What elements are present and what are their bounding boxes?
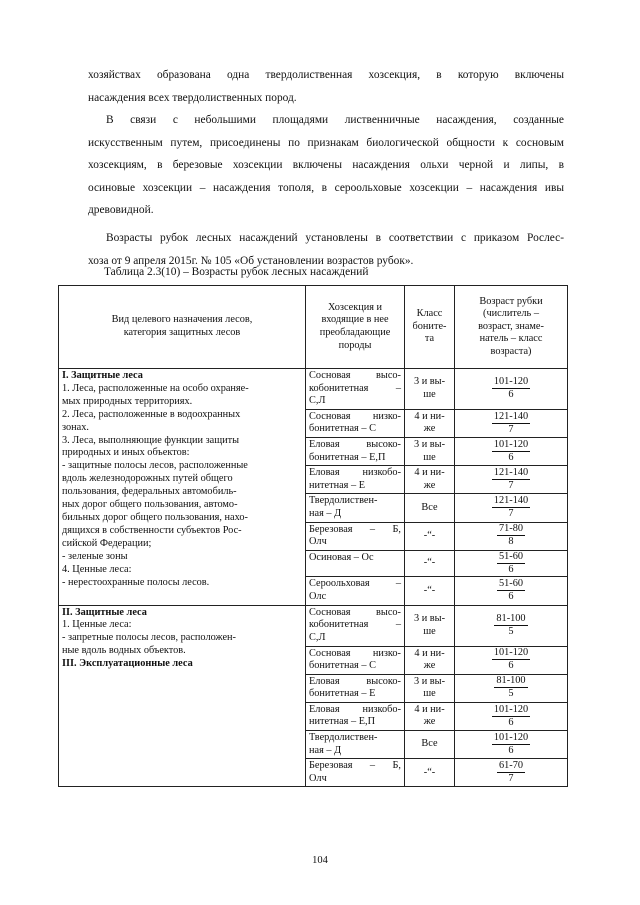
category-line: II. Защитные леса [62, 606, 147, 618]
bonitet-class-cell: 4 и ни- же [405, 409, 455, 437]
page-number: 104 [312, 855, 328, 866]
species-cell: Березовая – Б, Олч [306, 522, 405, 550]
text-line: древовидной. [88, 204, 154, 217]
age-denominator: 5 [508, 688, 514, 700]
age-numerator: 81-100 [496, 675, 526, 687]
age-denominator: 7 [508, 479, 514, 491]
species-cell: Твердолиствен- ная – Д [306, 731, 405, 759]
age-fraction [492, 647, 530, 672]
cutting-age-cell [455, 409, 568, 437]
bonitet-class-cell: 3 и вы- ше [405, 437, 455, 465]
category-line: 3. Леса, выполняющие функции защиты [62, 434, 240, 446]
age-numerator: 101-120 [493, 703, 529, 715]
bonitet-class-cell: Все [405, 731, 455, 759]
species-cell: Сосновая низко- бонитетная – С [306, 646, 405, 674]
age-numerator: 121-140 [493, 410, 529, 422]
category-line: - запретные полосы лесов, расположен- [62, 632, 236, 644]
category-line: пользования, федеральных автомобиль- [62, 486, 237, 498]
age-numerator: 81-100 [496, 612, 526, 624]
category-line: III. Эксплуатационные леса [62, 658, 193, 670]
age-denominator: 7 [508, 773, 514, 785]
category-line: сийской Федерации; [62, 537, 152, 549]
age-fraction [492, 495, 530, 520]
cutting-age-cell [455, 577, 568, 605]
age-numerator: 61-70 [498, 760, 524, 772]
category-line: - нерестоохранные полосы лесов. [62, 576, 210, 588]
category-line: I. Защитные леса [62, 370, 143, 381]
paragraph-2 [88, 109, 564, 222]
cutting-age-table [58, 285, 568, 787]
species-cell: Еловая низкобо- нитетная – Е,П [306, 702, 405, 730]
species-cell: Сосновая высо- кобонитетная – С,Л [306, 369, 405, 410]
age-denominator: 6 [508, 744, 514, 756]
age-denominator: 6 [508, 716, 514, 728]
category-line: ные вдоль водных объектов. [62, 645, 186, 657]
bonitet-class-cell: 3 и вы- ше [405, 674, 455, 702]
age-fraction [492, 411, 530, 436]
category-line: 1. Ценные леса: [62, 619, 132, 631]
cutting-age-cell [455, 605, 568, 646]
age-numerator: 101-120 [493, 376, 529, 388]
header-bonitet-class: Класс бонитe- та [405, 286, 455, 369]
age-numerator: 121-140 [493, 495, 529, 507]
category-line: 1. Леса, расположенные на особо охраняе- [62, 382, 249, 394]
species-cell: Еловая высоко- бонитетная – Е [306, 674, 405, 702]
bonitet-class-cell: 4 и ни- же [405, 646, 455, 674]
cutting-age-cell [455, 494, 568, 522]
bonitet-class-cell: 3 и вы- ше [405, 605, 455, 646]
species-cell: Еловая низкобо- нитетная – Е [306, 466, 405, 494]
cutting-age-cell [455, 646, 568, 674]
bonitet-class-cell: -“- [405, 522, 455, 550]
cutting-age-cell [455, 731, 568, 759]
category-line: дящихся в собственности субъектов Рос- [62, 524, 242, 536]
cutting-age-cell [455, 522, 568, 550]
cutting-age-cell [455, 437, 568, 465]
age-denominator: 7 [508, 508, 514, 520]
age-fraction [492, 376, 530, 401]
bonitet-class-cell: 4 и ни- же [405, 466, 455, 494]
category-line: природных и иных объектов: [62, 447, 190, 459]
header-cutting-age: Возраст рубки (числитель – возраст, знаме- натель – класс возраста) [455, 286, 568, 369]
age-fraction [492, 732, 530, 757]
cutting-age-cell [455, 759, 568, 787]
forest-category-cell [59, 369, 306, 606]
bonitet-class-cell: -“- [405, 550, 455, 577]
cutting-age-cell [455, 674, 568, 702]
age-fraction [492, 439, 530, 464]
species-cell: Осиновая – Ос [306, 550, 405, 577]
species-cell: Сосновая высо- кобонитетная – С,Л [306, 605, 405, 646]
table-caption: Таблица 2.3(10) – Возрасты рубок лесных насаждений [104, 266, 369, 278]
age-fraction [497, 578, 525, 603]
age-numerator: 101-120 [493, 438, 529, 450]
age-numerator: 121-140 [493, 466, 529, 478]
age-fraction [492, 704, 530, 729]
category-line: вдоль железнодорожных путей общего [62, 473, 233, 485]
category-line: зонах. [62, 421, 89, 433]
species-cell: Сосновая низко- бонитетная – С [306, 409, 405, 437]
bonitet-class-cell: 4 и ни- же [405, 702, 455, 730]
age-denominator: 6 [508, 389, 514, 401]
age-fraction [497, 760, 525, 785]
age-denominator: 6 [508, 563, 514, 575]
category-line: 4. Ценные леса: [62, 563, 132, 575]
cutting-age-cell [455, 466, 568, 494]
age-denominator: 6 [508, 591, 514, 603]
cutting-age-cell [455, 369, 568, 410]
text-line: В связи с небольшими площадями лиственничные насаждения, созданные [106, 114, 564, 126]
table-row [59, 369, 568, 410]
table-header-row [59, 286, 568, 369]
table-row [59, 605, 568, 646]
category-line: 2. Леса, расположенные в водоохранных [62, 408, 241, 420]
bonitet-class-cell: Все [405, 494, 455, 522]
text-line: Возрасты рубок лесных насаждений установлены в соответствии с приказом Рослес- [106, 232, 564, 244]
age-fraction [492, 467, 530, 492]
age-denominator: 8 [508, 536, 514, 548]
header-forest-type: Вид целевого назначения лесов, категория защитных лесов [59, 286, 306, 369]
category-line: ных дорог общего пользования, автомо- [62, 499, 238, 511]
bonitet-class-cell: -“- [405, 759, 455, 787]
category-line: - зеленые зоны [62, 550, 128, 562]
text-line: хоза от 9 апреля 2015г. № 105 «Об установлении возрастов рубок». [88, 254, 414, 267]
age-fraction [497, 523, 525, 548]
age-numerator: 101-120 [493, 647, 529, 659]
paragraph-1 [88, 64, 564, 109]
age-numerator: 101-120 [493, 731, 529, 743]
cutting-age-cell [455, 702, 568, 730]
age-numerator: 51-60 [498, 550, 524, 562]
species-cell: Твердолиствен- ная – Д [306, 494, 405, 522]
age-numerator: 51-60 [498, 578, 524, 590]
age-denominator: 7 [508, 423, 514, 435]
species-cell: Березовая – Б, Олч [306, 759, 405, 787]
category-line: бильных дорог общего пользования, нахо- [62, 511, 248, 523]
text-line: искусственным путем, присоединены по признакам биологической общности к сосновым [88, 136, 564, 149]
text-line: осиновые хозсекции – насаждения тополя, в сероольховые хозсекции – насаждения ивы [88, 181, 564, 194]
age-fraction [494, 675, 527, 700]
species-cell: Еловая высоко- бонитетная – Е,П [306, 437, 405, 465]
age-denominator: 5 [508, 625, 514, 637]
species-cell: Сероольховая – Олс [306, 577, 405, 605]
text-line: насаждения всех твердолиственных пород. [88, 91, 297, 104]
text-line: хозсекциям, в березовые хозсекции включены насаждения ольхи черной и липы, в [88, 159, 564, 172]
forest-category-cell [59, 605, 306, 787]
bonitet-class-cell: 3 и вы- ше [405, 369, 455, 410]
age-denominator: 6 [508, 451, 514, 463]
category-line: мых природных территориях. [62, 395, 193, 407]
category-line: - защитные полосы лесов, расположенные [62, 460, 248, 472]
header-hozsection: Хозсекция и входящие в нее преобладающие породы [306, 286, 405, 369]
text-line: хозяйствах образована одна твердолиственная хозсекция, в которую включены [88, 69, 564, 81]
age-numerator: 71-80 [498, 523, 524, 535]
age-fraction [494, 613, 527, 638]
cutting-age-cell [455, 550, 568, 577]
bonitet-class-cell: -“- [405, 577, 455, 605]
age-denominator: 6 [508, 660, 514, 672]
age-fraction [497, 551, 525, 576]
